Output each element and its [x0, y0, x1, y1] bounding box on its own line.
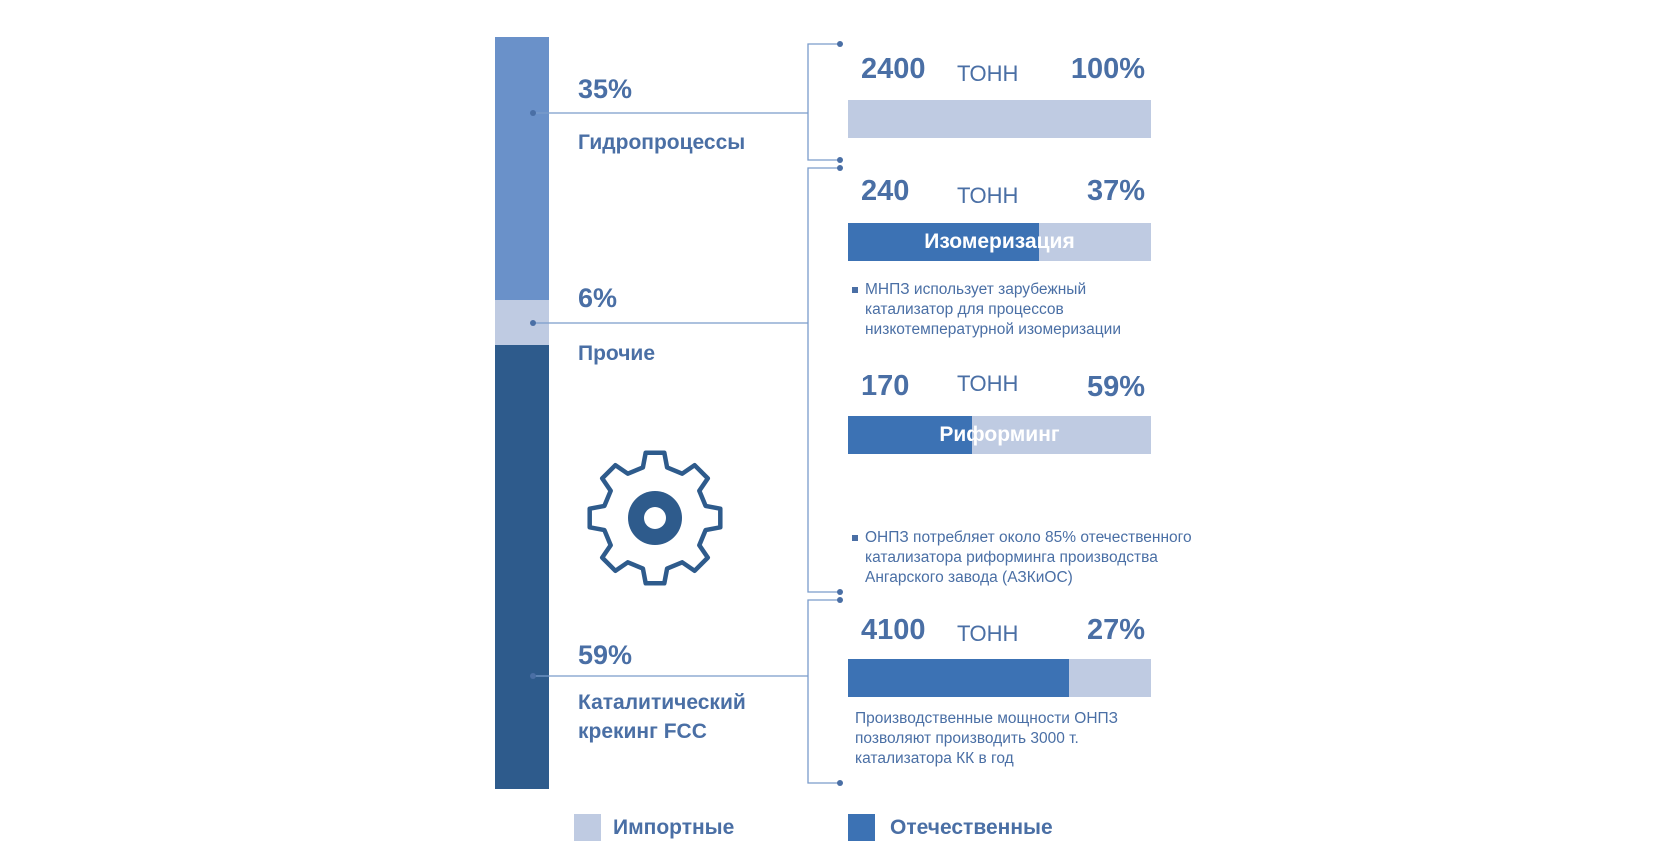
bar-isomerization — [848, 223, 1151, 261]
import-pct-reforming: 59% — [1086, 371, 1145, 403]
unit-fcc: ТОНН — [957, 621, 1019, 646]
tons-reforming: 170 — [861, 370, 910, 402]
gear-icon — [584, 447, 726, 589]
note-fcc: Производственные мощности ОНПЗ позволяют производить 3000 т. катализатора КК в год — [855, 710, 1119, 767]
label-hydro: Гидропроцессы — [578, 131, 746, 154]
note-isomerization: МНПЗ использует зарубежный катализатор для процессов низкотемпературной изомеризации — [852, 280, 1125, 340]
pct-hydro: 35% — [578, 74, 633, 104]
legend-swatch-imported — [574, 814, 601, 841]
unit-isomerization: ТОНН — [957, 183, 1019, 208]
import-pct-fcc: 27% — [1086, 614, 1145, 646]
legend-imported: Импортные — [613, 816, 735, 839]
pct-fcc: 59% — [578, 640, 633, 670]
bar-isomerization-label: Изомеризация — [924, 230, 1075, 253]
label-other: Прочие — [578, 342, 656, 365]
tons-fcc: 4100 — [861, 614, 926, 646]
bar-hydro — [848, 100, 1151, 138]
note-reforming-1: ОНПЗ потребляет около 85% отечественного катализатора риформинга производства Ангарского завода (АЗКиОС) — [852, 528, 1225, 588]
bar-fcc-domestic — [848, 659, 1069, 697]
pct-other: 6% — [578, 283, 618, 313]
unit-hydro: ТОНН — [957, 61, 1019, 86]
bar-fcc — [848, 659, 1151, 697]
legend-swatch-domestic — [848, 814, 875, 841]
tons-isomerization: 240 — [861, 175, 910, 207]
label-fcc: Каталитический крекинг FCC — [578, 691, 746, 743]
legend-domestic: Отечественные — [890, 816, 1053, 839]
bar-reforming-label: Риформинг — [939, 423, 1060, 446]
tons-hydro: 2400 — [861, 53, 926, 85]
unit-reforming: ТОНН — [957, 371, 1019, 396]
import-pct-isomerization: 37% — [1086, 175, 1145, 207]
bar-reforming — [848, 416, 1151, 454]
import-pct-hydro: 100% — [1070, 53, 1145, 85]
